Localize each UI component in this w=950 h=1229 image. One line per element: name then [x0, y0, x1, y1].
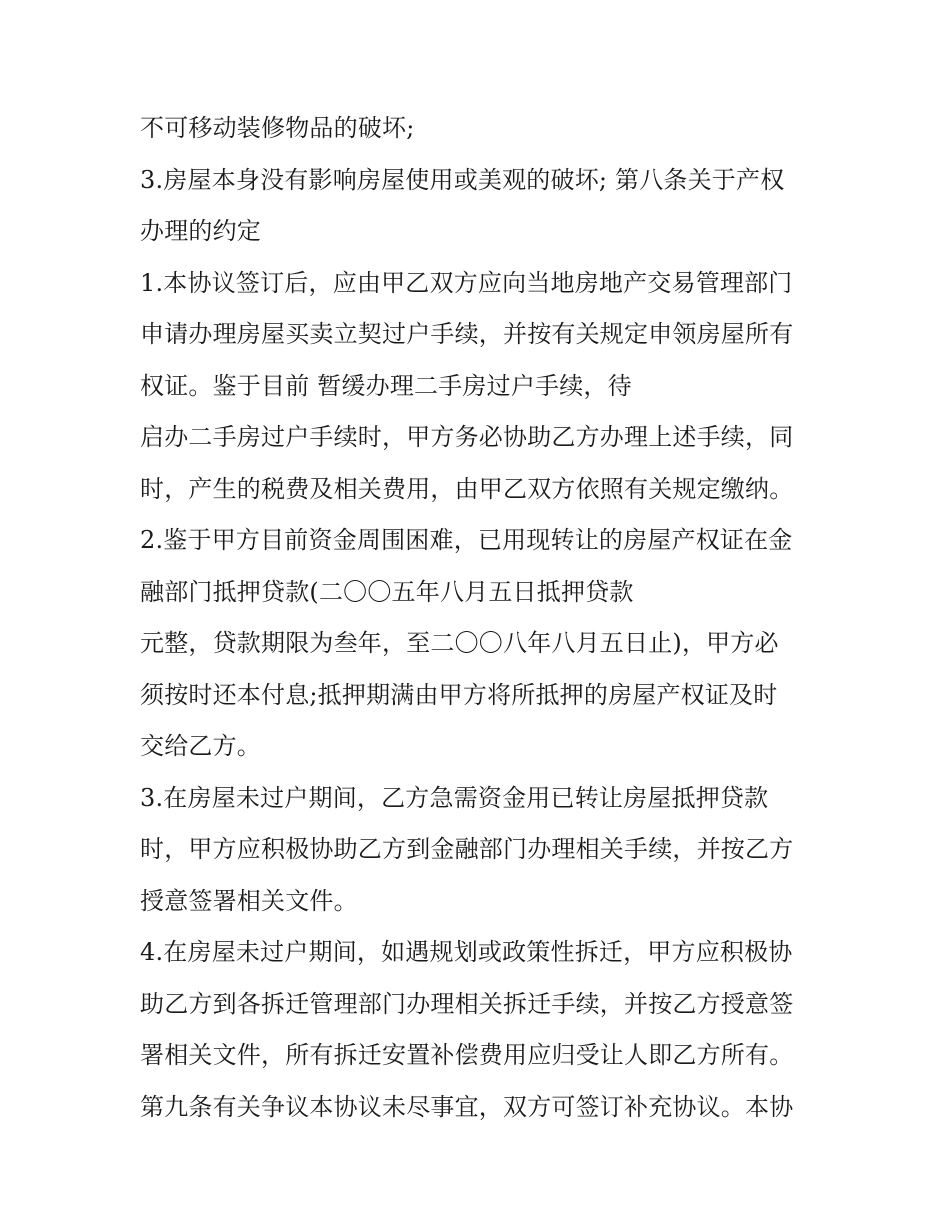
text-line: 授意签署相关文件。 — [140, 886, 358, 915]
text-line: 署相关文件，所有拆迁安置补偿费用应归受让人即乙方所有。 — [140, 1041, 794, 1069]
text-line: 启办二手房过户手续时，甲方务必协助乙方办理上述手续，同 — [140, 423, 794, 451]
text-line: 3.在房屋未过户期间，乙方急需资金用已转让房屋抵押贷款 — [140, 783, 769, 812]
text-line: 2.鉴于甲方目前资金周围困难，已用现转让的房屋产权证在金 — [140, 526, 793, 554]
text-line: 第九条有关争议本协议未尽事宜，双方可签订补充协议。本协 — [140, 1092, 794, 1121]
text-line: 助乙方到各拆迁管理部门办理相关拆迁手续，并按乙方授意签 — [140, 989, 794, 1018]
text-line: 元整，贷款期限为叁年，至二〇〇八年八月五日止)，甲方必 — [140, 629, 779, 657]
text-line: 1.本协议签订后，应由甲乙双方应向当地房地产交易管理部门 — [140, 268, 793, 297]
text-line: 3.房屋本身没有影响房屋使用或美观的破坏; 第八条关于产权 — [140, 165, 785, 194]
text-line: 须按时还本付息;抵押期满由甲方将所抵押的房屋产权证及时 — [140, 680, 778, 709]
text-line: 时，甲方应积极协助乙方到金融部门办理相关手续，并按乙方 — [140, 835, 794, 863]
text-line: 权证。鉴于目前 暂缓办理二手房过户手续，待 — [140, 371, 632, 400]
text-line: 办理的约定 — [140, 217, 261, 245]
body-text — [140, 103, 830, 1133]
text-line: 4.在房屋未过户期间，如遇规划或政策性拆迁，甲方应积极协 — [140, 938, 793, 966]
text-line: 交给乙方。 — [140, 732, 261, 760]
text-line: 时，产生的税费及相关费用，由甲乙双方依照有关规定缴纳。 — [140, 474, 794, 503]
text-line: 不可移动装修物品的破坏; — [140, 114, 415, 142]
text-line: 融部门抵押贷款(二〇〇五年八月五日抵押贷款 — [140, 577, 634, 606]
text-line: 申请办理房屋买卖立契过户手续，并按有关规定申领房屋所有 — [140, 320, 794, 348]
